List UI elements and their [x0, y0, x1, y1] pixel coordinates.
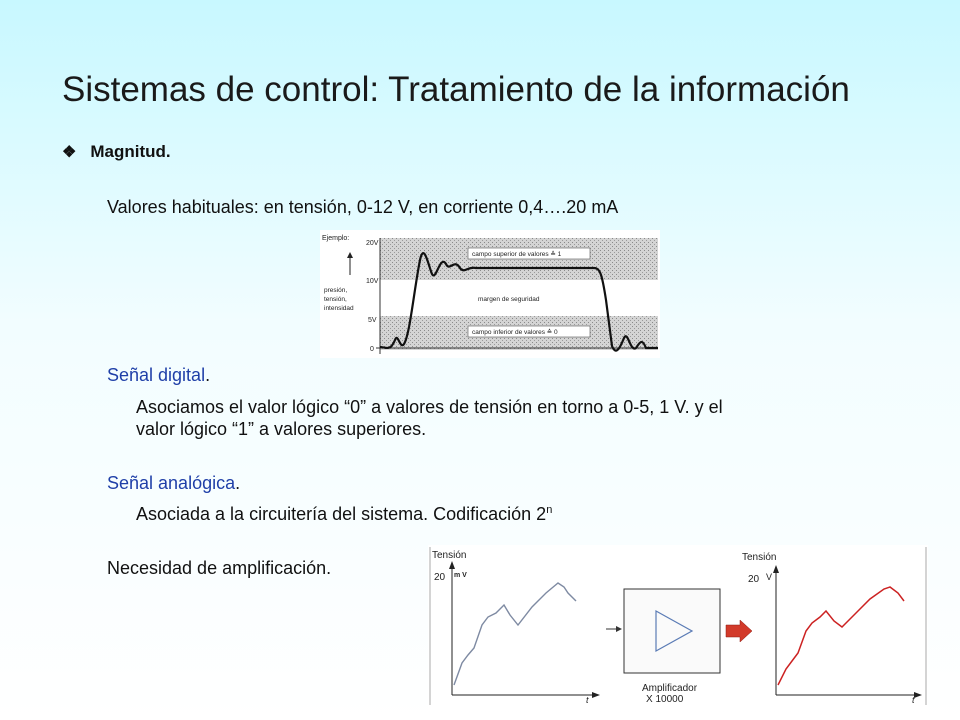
superscript-n: n [546, 504, 553, 516]
amplifier-box [624, 589, 720, 673]
amplifier-gain: X 10000 [646, 694, 684, 705]
tick-0: 0 [370, 346, 374, 353]
analog-description-text: Asociada a la circuitería del sistema. Codificación 2 [136, 504, 547, 524]
axis-label-presion: presión, [324, 287, 348, 294]
tick-5v: 5V [368, 317, 377, 324]
bullet-magnitud [62, 142, 171, 162]
bullet-label: Magnitud. [90, 142, 171, 161]
diamond-bullet-icon: ❖ [62, 144, 77, 161]
right-xlabel: t [912, 695, 915, 705]
amplification-figure [428, 545, 928, 710]
analog-heading [107, 472, 240, 494]
left-unit: m V [454, 572, 467, 579]
digital-heading-text: Señal digital [107, 365, 206, 385]
tick-20v: 20V [366, 240, 379, 247]
digital-heading-period: . [205, 365, 211, 385]
left-xlabel: t [586, 695, 589, 705]
analog-description [136, 499, 552, 525]
example-label: Ejemplo: [322, 235, 350, 242]
left-ylabel: Tensión [432, 550, 467, 561]
digital-signal-figure [320, 230, 660, 358]
right-ylabel: Tensión [742, 552, 777, 563]
digital-heading [107, 364, 210, 386]
axis-label-intensidad: intensidad [324, 305, 354, 312]
digital-description: Asociamos el valor lógico “0” a valores de tensión en torno a 0-5, 1 V. y el valor lógico “1” a valores superiores. [136, 397, 723, 439]
analog-heading-text: Señal analógica [107, 473, 236, 493]
right-unit: V [766, 572, 773, 582]
values-line: Valores habituales: en tensión, 0-12 V, en corriente 0,4….20 mA [107, 197, 619, 217]
amplification-note: Necesidad de amplificación. [107, 558, 332, 578]
axis-label-tension: tensión, [324, 296, 347, 303]
left-tick-20: 20 [434, 572, 446, 583]
upper-band-label: campo superior de valores ≙ 1 [472, 251, 562, 258]
lower-band-label: campo inferior de valores ≙ 0 [472, 329, 558, 336]
amplifier-label: Amplificador [642, 683, 698, 694]
slide-title: Sistemas de control: Tratamiento de la información [62, 70, 850, 109]
middle-band-label: margen de seguridad [478, 296, 540, 303]
analog-heading-period: . [235, 473, 241, 493]
tick-10v: 10V [366, 278, 379, 285]
right-tick-20: 20 [748, 574, 760, 585]
